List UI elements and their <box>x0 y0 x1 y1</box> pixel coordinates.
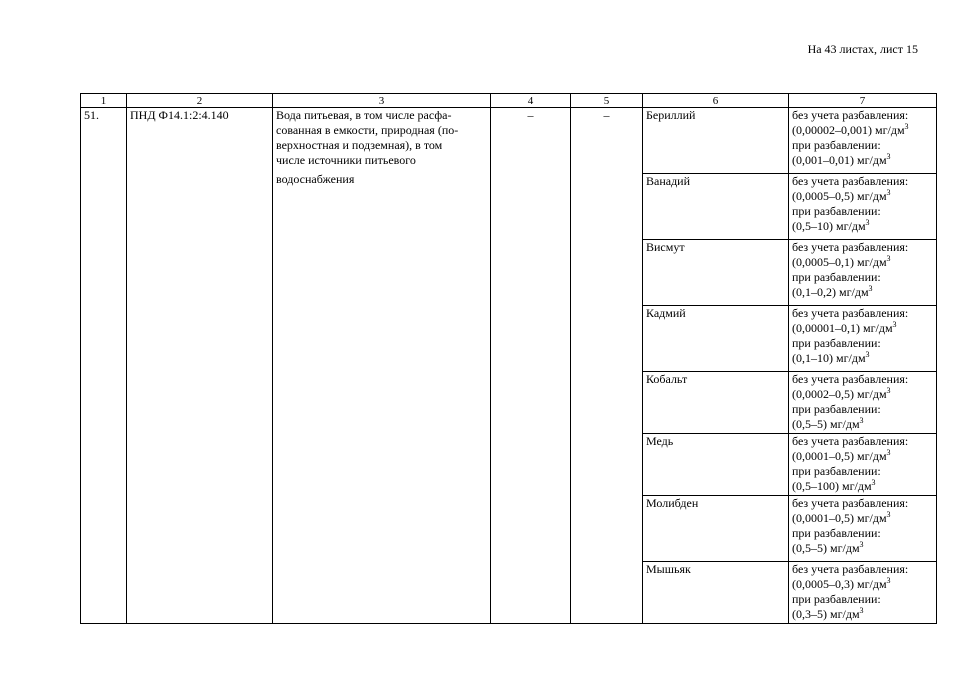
unit-exponent: 3 <box>892 320 897 329</box>
table-row <box>81 108 937 174</box>
no-dilution-label: без учета разбавления: <box>792 306 909 320</box>
column-number-2: 2 <box>127 94 273 108</box>
range-with-dilution: (0,1–10) мг/дм <box>792 351 866 365</box>
range-without-dilution: (0,0005–0,5) мг/дм <box>792 189 887 203</box>
no-dilution-label: без учета разбавления: <box>792 372 909 386</box>
unit-exponent: 3 <box>859 606 864 615</box>
range-with-dilution: (0,001–0,01) мг/дм <box>792 153 887 167</box>
unit-exponent: 3 <box>886 188 891 197</box>
unit-exponent: 3 <box>886 254 891 263</box>
with-dilution-label-line <box>792 592 933 607</box>
range-with-dilution-line <box>792 219 933 234</box>
range-without-dilution: (0,0001–0,5) мг/дм <box>792 449 887 463</box>
range-without-dilution: (0,0005–0,3) мг/дм <box>792 577 887 591</box>
unit-exponent: 3 <box>886 576 891 585</box>
column-4-value: – <box>491 108 571 624</box>
no-dilution-label: без учета разбавления: <box>792 108 909 122</box>
indicator-range <box>789 108 937 174</box>
range-with-dilution-line <box>792 479 933 494</box>
with-dilution-label-line <box>792 526 933 541</box>
range-without-dilution-line <box>792 449 933 464</box>
range-with-dilution-line <box>792 541 933 556</box>
unit-exponent: 3 <box>859 416 864 425</box>
no-dilution-label-line <box>792 240 933 255</box>
no-dilution-label: без учета разбавления: <box>792 174 909 188</box>
range-with-dilution: (0,5–5) мг/дм <box>792 417 860 431</box>
object-description-line: верхностная и подземная), в том <box>276 138 443 152</box>
indicator-range <box>789 174 937 240</box>
unit-exponent: 3 <box>886 152 891 161</box>
range-with-dilution-line <box>792 285 933 300</box>
no-dilution-label-line <box>792 174 933 189</box>
with-dilution-label: при разбавлении: <box>792 138 881 152</box>
column-5-value: – <box>571 108 643 624</box>
range-without-dilution-line <box>792 255 933 270</box>
with-dilution-label: при разбавлении: <box>792 592 881 606</box>
with-dilution-label-line <box>792 402 933 417</box>
with-dilution-label: при разбавлении: <box>792 464 881 478</box>
range-without-dilution-line <box>792 511 933 526</box>
no-dilution-label-line <box>792 496 933 511</box>
range-with-dilution: (0,5–100) мг/дм <box>792 479 872 493</box>
indicator-name: Мышьяк <box>643 562 789 624</box>
unit-exponent: 3 <box>865 218 870 227</box>
no-dilution-label-line <box>792 372 933 387</box>
indicator-range <box>789 372 937 434</box>
indicator-name: Висмут <box>643 240 789 306</box>
unit-exponent: 3 <box>865 350 870 359</box>
no-dilution-label: без учета разбавления: <box>792 562 909 576</box>
no-dilution-label-line <box>792 434 933 449</box>
indicator-name: Медь <box>643 434 789 496</box>
unit-exponent: 3 <box>868 284 873 293</box>
unit-exponent: 3 <box>904 122 909 131</box>
no-dilution-label-line <box>792 306 933 321</box>
range-without-dilution-line <box>792 189 933 204</box>
object-description-line: Вода питьевая, в том числе расфа- <box>276 108 452 122</box>
with-dilution-label-line <box>792 336 933 351</box>
with-dilution-label: при разбавлении: <box>792 270 881 284</box>
with-dilution-label-line <box>792 138 933 153</box>
range-with-dilution-line <box>792 607 933 622</box>
no-dilution-label-line <box>792 108 933 123</box>
with-dilution-label: при разбавлении: <box>792 526 881 540</box>
row-number: 51. <box>81 108 127 624</box>
unit-exponent: 3 <box>886 510 891 519</box>
unit-exponent: 3 <box>886 448 891 457</box>
sheet-note: На 43 листах, лист 15 <box>807 42 918 56</box>
range-without-dilution-line <box>792 577 933 592</box>
range-with-dilution: (0,1–0,2) мг/дм <box>792 285 869 299</box>
range-without-dilution-line <box>792 321 933 336</box>
method-code: ПНД Ф14.1:2:4.140 <box>127 108 273 624</box>
indicator-name: Ванадий <box>643 174 789 240</box>
with-dilution-label-line <box>792 270 933 285</box>
object-description-line: водоснабжения <box>276 172 355 186</box>
indicator-range <box>789 562 937 624</box>
range-without-dilution: (0,0005–0,1) мг/дм <box>792 255 887 269</box>
unit-exponent: 3 <box>859 540 864 549</box>
column-number-6: 6 <box>643 94 789 108</box>
indicator-range <box>789 496 937 562</box>
with-dilution-label-line <box>792 464 933 479</box>
no-dilution-label: без учета разбавления: <box>792 496 909 510</box>
column-number-3: 3 <box>273 94 491 108</box>
column-number-7: 7 <box>789 94 937 108</box>
no-dilution-label: без учета разбавления: <box>792 240 909 254</box>
no-dilution-label-line <box>792 562 933 577</box>
range-with-dilution: (0,3–5) мг/дм <box>792 607 860 621</box>
indicator-range <box>789 306 937 372</box>
accreditation-table <box>80 93 937 624</box>
indicator-name: Кадмий <box>643 306 789 372</box>
range-without-dilution: (0,0002–0,5) мг/дм <box>792 387 887 401</box>
range-with-dilution: (0,5–5) мг/дм <box>792 541 860 555</box>
range-with-dilution-line <box>792 153 933 168</box>
with-dilution-label-line <box>792 204 933 219</box>
column-number-1: 1 <box>81 94 127 108</box>
indicator-range <box>789 240 937 306</box>
with-dilution-label: при разбавлении: <box>792 402 881 416</box>
column-number-row <box>81 94 937 108</box>
range-with-dilution-line <box>792 351 933 366</box>
indicator-range <box>789 434 937 496</box>
unit-exponent: 3 <box>871 478 876 487</box>
range-with-dilution-line <box>792 417 933 432</box>
indicator-name: Кобальт <box>643 372 789 434</box>
object-description-line: числе источники питьевого <box>276 153 416 167</box>
table-body <box>81 108 937 624</box>
object-description-line: сованная в емкости, природная (по- <box>276 123 459 137</box>
object-description <box>273 108 491 624</box>
with-dilution-label: при разбавлении: <box>792 204 881 218</box>
column-number-5: 5 <box>571 94 643 108</box>
indicator-name: Молибден <box>643 496 789 562</box>
with-dilution-label: при разбавлении: <box>792 336 881 350</box>
no-dilution-label: без учета разбавления: <box>792 434 909 448</box>
indicator-name: Бериллий <box>643 108 789 174</box>
range-without-dilution: (0,00002–0,001) мг/дм <box>792 123 905 137</box>
range-without-dilution-line <box>792 387 933 402</box>
range-with-dilution: (0,5–10) мг/дм <box>792 219 866 233</box>
range-without-dilution-line <box>792 123 933 138</box>
column-number-4: 4 <box>491 94 571 108</box>
unit-exponent: 3 <box>886 386 891 395</box>
range-without-dilution: (0,0001–0,5) мг/дм <box>792 511 887 525</box>
range-without-dilution: (0,00001–0,1) мг/дм <box>792 321 893 335</box>
